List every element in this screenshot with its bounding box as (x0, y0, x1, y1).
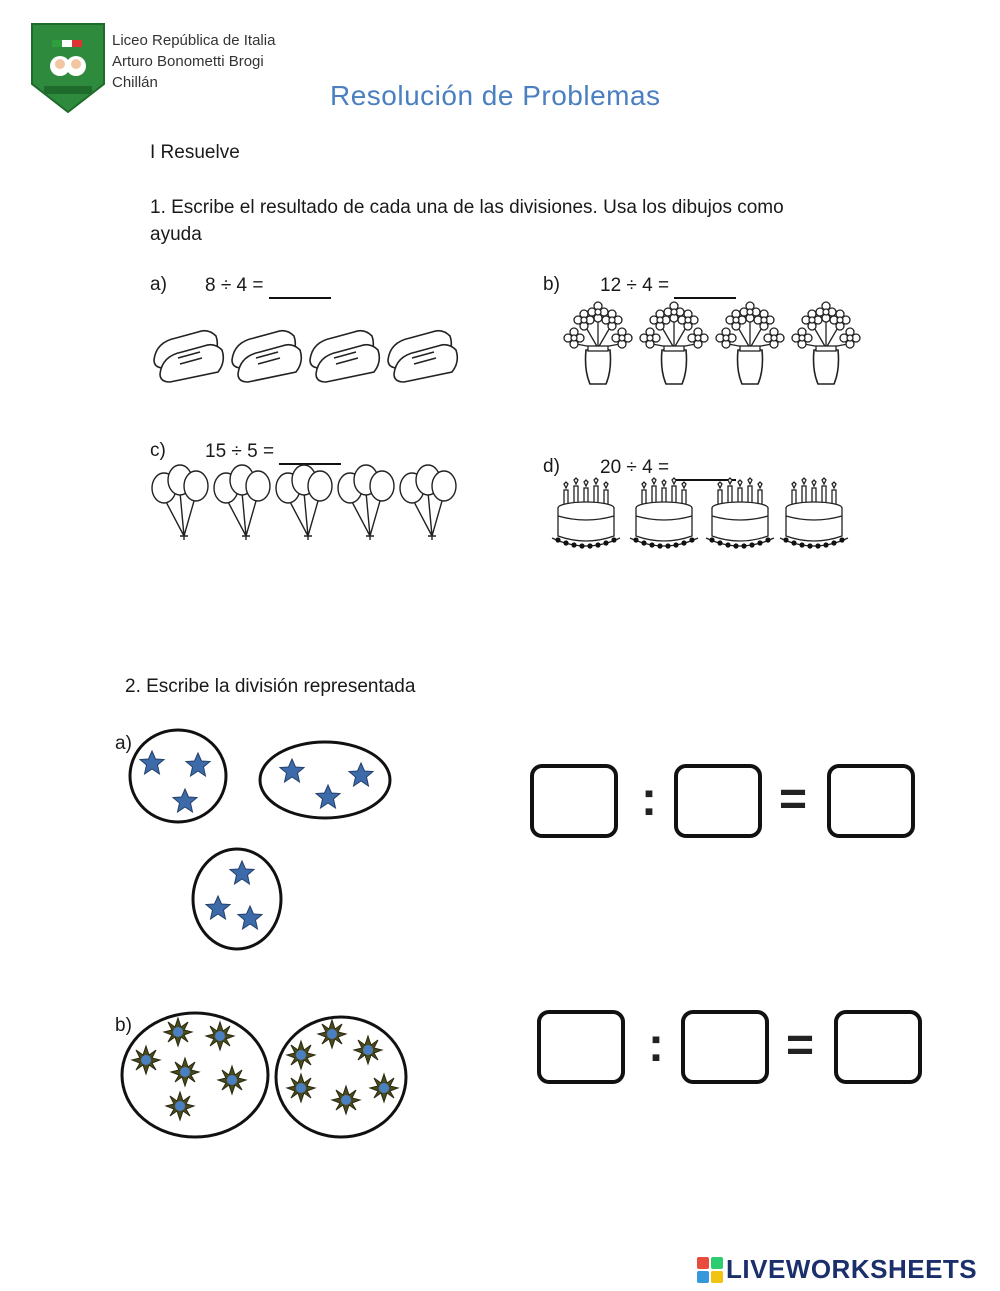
q2-b-equals-sign: = (786, 1019, 815, 1072)
flower-icon (370, 1074, 398, 1102)
star-icon (238, 906, 262, 929)
q1-d-expression (600, 456, 736, 481)
flower-icon (132, 1046, 160, 1074)
q1-c-label: c) (150, 440, 166, 461)
q2-a-star-groups (120, 725, 410, 955)
flower-icon (318, 1020, 346, 1048)
q2-b-dividend-input[interactable] (541, 1014, 625, 1082)
q2-a-quotient-box[interactable] (827, 764, 915, 838)
star-icon (316, 785, 340, 808)
q1-d-answer-input[interactable] (674, 456, 736, 481)
flower-icon (218, 1066, 246, 1094)
balloons-picture (150, 462, 460, 542)
footer-brand: LIVEWORKSHEETS (726, 1254, 978, 1284)
star-group (260, 742, 390, 818)
q2-b-quotient-box[interactable] (834, 1010, 922, 1084)
balloon-bunch (276, 465, 332, 540)
q1-prompt-line-2: ayuda (150, 224, 202, 245)
star-icon (206, 896, 230, 919)
q2-a-label: a) (115, 733, 132, 754)
q1-b-answer-input[interactable] (674, 274, 736, 299)
q1-a-label: a) (150, 274, 167, 295)
star-icon (186, 753, 210, 776)
q2-b-quotient-input[interactable] (838, 1014, 922, 1082)
q2-b-divisor-box[interactable] (681, 1010, 769, 1084)
flower-vase (640, 302, 708, 384)
school-name-line-2: Arturo Bonometti Brogi (112, 53, 264, 70)
q1-d-label: d) (543, 456, 560, 477)
flower-icon (206, 1022, 234, 1050)
balloon-bunch (338, 465, 394, 540)
q2-b-label: b) (115, 1015, 132, 1036)
balloon-bunch (214, 465, 270, 540)
q1-b-label: b) (543, 274, 560, 295)
q2-prompt: 2. Escribe la división representada (125, 676, 416, 697)
q1-b-expression (600, 274, 736, 299)
q1-prompt-line-1: 1. Escribe el resultado de cada una de las divisiones. Usa los dibujos como (150, 197, 784, 218)
q2-a-divisor-box[interactable] (674, 764, 762, 838)
birthday-cake (706, 478, 774, 549)
q2-b-flower-groups (120, 1010, 410, 1150)
flower-vase (792, 302, 860, 384)
q1-a-expression (205, 274, 331, 299)
q1-c-expression-text: 15 ÷ 5 = (205, 441, 275, 462)
q1-a-answer-input[interactable] (269, 274, 331, 299)
star-icon (280, 759, 304, 782)
star-icon (230, 861, 254, 884)
flower-icon (354, 1036, 382, 1064)
q1-d-expression-text: 20 ÷ 4 = (600, 457, 670, 478)
birthday-cake (630, 478, 698, 549)
school-city: Chillán (112, 74, 158, 91)
cakes-picture (550, 480, 850, 556)
q2-a-quotient-input[interactable] (831, 768, 915, 836)
page-title: Resolución de Problemas (330, 80, 661, 111)
birthday-cake (552, 478, 620, 549)
section-heading: I Resuelve (150, 142, 240, 163)
q2-b-divide-sign: : (648, 1019, 664, 1072)
star-icon (173, 789, 197, 812)
flower-vases-picture (562, 300, 862, 388)
flower-group (122, 1013, 268, 1137)
flower-icon (166, 1092, 194, 1120)
star-icon (140, 751, 164, 774)
balloon-bunch (400, 465, 456, 540)
shoe-pair (232, 331, 301, 382)
flower-icon (287, 1041, 315, 1069)
flower-icon (164, 1018, 192, 1046)
liveworksheets-logo-icon (697, 1257, 723, 1283)
shoe-pair (154, 331, 223, 382)
q2-b-divisor-input[interactable] (685, 1014, 769, 1082)
star-group (193, 849, 281, 949)
q2-a-divisor-input[interactable] (678, 768, 762, 836)
balloon-bunch (152, 465, 208, 540)
flower-icon (287, 1074, 315, 1102)
shoe-pair (388, 331, 457, 382)
q2-a-dividend-input[interactable] (534, 768, 618, 836)
school-name-line-1: Liceo República de Italia (112, 32, 276, 49)
birthday-cake (780, 478, 848, 549)
q2-a-equals-sign: = (779, 773, 808, 826)
star-icon (349, 763, 373, 786)
q2-a-dividend-box[interactable] (530, 764, 618, 838)
shoe-pair (310, 331, 379, 382)
school-logo (30, 22, 106, 114)
flower-vase (716, 302, 784, 384)
flower-icon (171, 1058, 199, 1086)
q2-a-divide-sign: : (641, 773, 657, 826)
shoes-picture (150, 318, 460, 388)
q1-b-expression-text: 12 ÷ 4 = (600, 275, 670, 296)
flower-vase (564, 302, 632, 384)
q2-b-dividend-box[interactable] (537, 1010, 625, 1084)
flower-icon (332, 1086, 360, 1114)
q1-a-expression-text: 8 ÷ 4 = (205, 275, 264, 296)
